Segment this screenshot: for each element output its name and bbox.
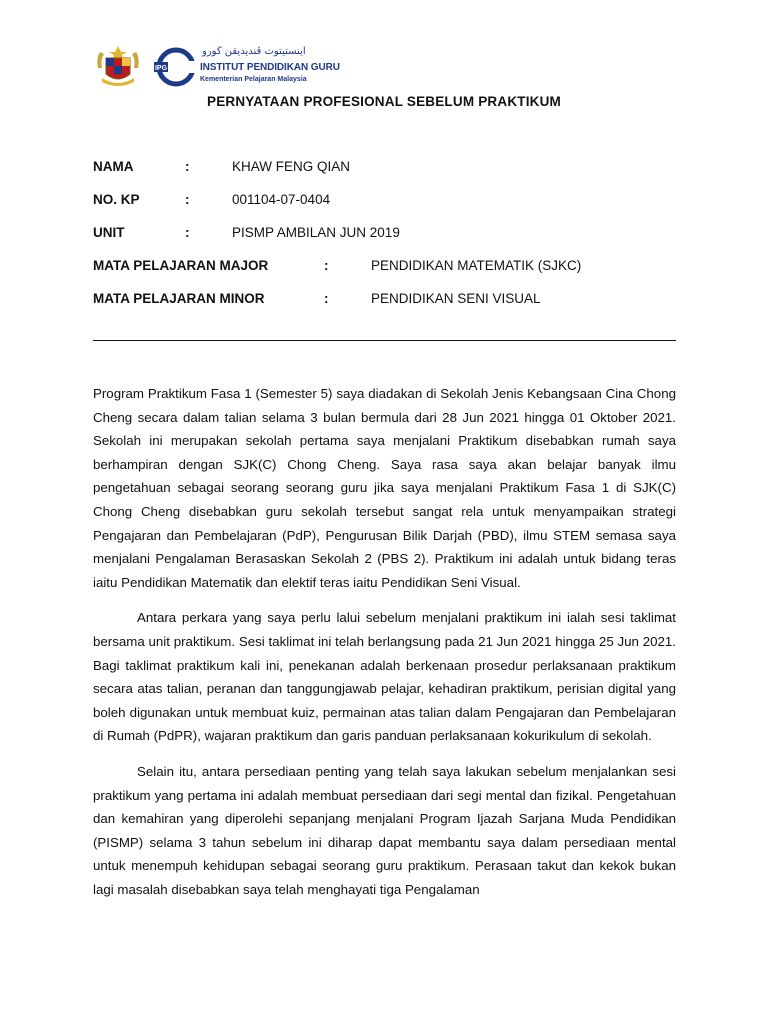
field-value: 001104-07-0404 — [232, 192, 331, 207]
paragraph: Program Praktikum Fasa 1 (Semester 5) saya diadakan di Sekolah Jenis Kebangsaan Cina Chong Cheng secara dalam talian selama 3 bulan bermula dari 28 Jun 2021 hingga 01 Oktober 2021. Sekolah ini merupakan sekolah pertama saya menjalani Praktikum disebabkan rumah saya berhampiran dengan SJK(C) Chong Cheng. Saya rasa saya akan belajar banyak ilmu pengetahuan sebagai seorang seorang guru jika saya menjalani Praktikum Fasa 1 di SJK(C) Chong Cheng disebabkan guru sekolah tersebut sangat rela untuk menyampaikan strategi Pengajaran dan Pembelajaran (PdP), Pengurusan Bilik Darjah (PBD), ilmu STEM semasa saya menjalani Pengalaman Berasaskan Sekolah 2 (PBS 2). Praktikum ini adalah untuk bidang teras iaitu Pendidikan Matematik dan elektif teras iaitu Pendidikan Seni Visual. — [93, 386, 676, 590]
paragraph: Antara perkara yang saya perlu lalui sebelum menjalani praktikum ini ialah sesi taklimat bersama unit praktikum. Sesi taklimat ini telah berlangsung pada 21 Jun 2021 hingga 25 Jun 2021. Bagi taklimat praktikum kali ini, penekanan adalah berkenaan prosedur perlaksanaan praktikum secara atas talian, peranan dan tanggungjawab pelajar, kehadiran praktikum, perisian digital yang boleh digunakan untuk membuat kuiz, permainan atas talian dalam Pengajaran dan Pembelajaran di Rumah (PdPR), wajaran praktikum dan garis panduan perlaksanaan kokurikulum di sekolah. — [93, 610, 676, 744]
svg-text:IPG: IPG — [154, 65, 168, 72]
header-logos — [92, 44, 340, 90]
ipg-name: INSTITUT PENDIDIKAN GURU — [200, 62, 340, 73]
field-no-kp — [93, 191, 676, 209]
field-colon: : — [185, 192, 190, 207]
field-value: PISMP AMBILAN JUN 2019 — [232, 225, 400, 240]
statement-body — [93, 382, 676, 913]
document-title: PERNYATAAN PROFESIONAL SEBELUM PRAKTIKUM — [206, 94, 562, 109]
field-label: NO. KP — [93, 192, 140, 207]
field-unit — [93, 224, 676, 242]
field-colon: : — [185, 225, 190, 240]
ipg-ministry: Kementerian Pelajaran Malaysia — [200, 76, 307, 83]
field-minor — [93, 290, 676, 308]
field-label: UNIT — [93, 225, 125, 240]
field-colon: : — [324, 291, 329, 306]
field-value: KHAW FENG QIAN — [232, 159, 351, 174]
field-nama — [93, 158, 676, 176]
field-label: NAMA — [93, 159, 134, 174]
ipg-logo-icon — [152, 47, 196, 87]
field-value: PENDIDIKAN SENI VISUAL — [371, 291, 541, 306]
ipg-jawi-name: اينستيتوت ڤنديديقن ڬورو — [202, 46, 306, 57]
field-label: MATA PELAJARAN MINOR — [93, 291, 265, 306]
field-value: PENDIDIKAN MATEMATIK (SJKC) — [371, 258, 582, 273]
field-colon: : — [185, 159, 190, 174]
paragraph: Selain itu, antara persediaan penting yang telah saya lakukan sebelum menjalankan sesi praktikum yang pertama ini adalah membuat persediaan dari segi mental dan fizikal. Pengetahuan dan kemahiran yang diperolehi sepanjang menjalani Program Ijazah Sarjana Muda Pendidikan (PISMP) selama 3 tahun sebelum ini diharap dapat membantu saya dalam persediaan mental untuk menempuh kehidupan sebagai seorang guru praktikum. Perasaan takut dan kekok bukan lagi masalah disebabkan saya telah menghayati tiga Pengalaman — [93, 763, 676, 897]
field-colon: : — [324, 258, 329, 273]
field-label: MATA PELAJARAN MAJOR — [93, 258, 269, 273]
divider-line — [93, 340, 676, 341]
malaysia-coat-of-arms-icon — [92, 44, 144, 90]
field-major — [93, 257, 676, 275]
